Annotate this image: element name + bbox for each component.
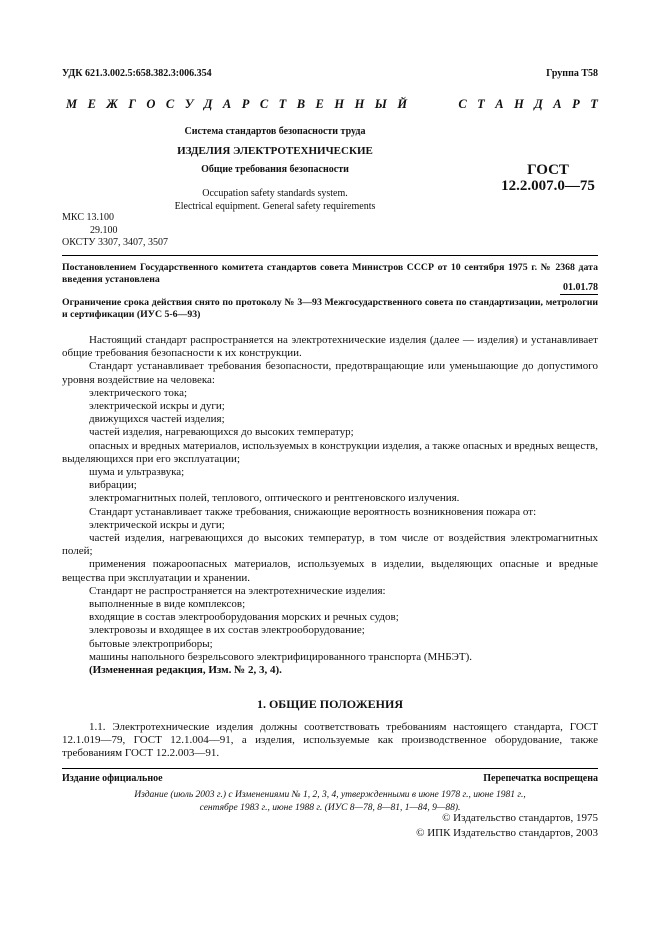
copyright-1975: © Издательство стандартов, 1975 [442,812,598,824]
limitation-text: Ограничение срока действия снято по протоколу № 3—93 Межгосударственного совета по стандартизации, метрологии и сертификации (ИУС 5-6—93) [62,297,598,320]
list-item: входящие в состав электрооборудования морских и речных судов; [89,611,399,624]
classification-codes [62,212,168,250]
list-item: машины напольного безрельсового электрифицированного транспорта (МНБЭТ). [89,650,472,663]
interstate-standard-heading [66,97,598,112]
section-title: 1. ОБЩИЕ ПОЛОЖЕНИЯ [256,697,404,711]
list-item: шума и ультразвука; [89,466,185,479]
footer-rule [62,768,598,769]
heading-letter: Д [534,97,543,111]
paragraph: 1.1. Электротехнические изделия должны соответствовать требованиям настоящего стандарта, ГОСТ 12.1.019—79, ГОСТ 12.1.004—91, а изделия, используемые как производственное оборудование, также требованиям ГОСТ 12.2.003—91. [62,721,598,760]
heading-letter [431,97,434,112]
list-item: электровозы и входящее в их состав электрооборудование; [89,624,365,637]
list-item: бытовые электроприборы; [89,637,213,650]
mks-line-1: МКС 13.100 [62,212,114,223]
list-item: частей изделия, нагревающихся до высоких температур; [89,426,354,439]
mks-line-2: 29.100 [90,224,118,236]
heading-letter: Н [334,97,345,111]
heading-letter: С [458,97,467,111]
copyright-2003: © ИПК Издательство стандартов, 2003 [416,827,598,839]
official-edition-label: Издание официальное [62,773,163,784]
edition-line-1: Издание (июль 2003 г.) с Изменениями № 1, 2, 3, 4, утвержденными в июне 1978 г., июне 1981 г., [134,790,526,800]
heading-letter: Ы [374,97,387,111]
list-item: электрической искры и дуги; [89,518,225,531]
list-item: электрической искры и дуги; [89,400,225,413]
list-item: электромагнитных полей, теплового, оптического и рентгеновского излучения. [89,492,460,505]
heading-letter: Т [590,97,598,111]
gost-label: ГОСТ [527,162,569,178]
edition-line-2: сентябре 1983 г., июне 1988 г. (ИУС 8—78, 8—81, 1—84, 9—88). [199,803,461,813]
heading-letter: А [495,97,504,111]
heading-letter: Т [278,97,287,111]
heading-letter: С [165,97,175,111]
heading-letter: О [146,97,156,111]
body-text [62,334,598,677]
paragraph: Стандарт устанавливает также требования, снижающие вероятность возникновения пожара от: [89,505,537,518]
paragraph: Стандарт устанавливает требования безопасности, предотвращающие или уменьшающие до допустимого уровня воздействие на человека: [62,360,598,386]
english-title-line-1: Occupation safety standards system. [202,188,348,199]
heading-letter [445,97,448,112]
list-item: вибрации; [89,479,137,492]
main-title: ИЗДЕЛИЯ ЭЛЕКТРОТЕХНИЧЕСКИЕ [177,145,373,157]
list-item: электрического тока; [89,386,188,399]
heading-letter: С [259,97,269,111]
amendment-note: (Измененная редакция, Изм. № 2, 3, 4). [89,664,282,677]
heading-letter [418,97,421,112]
system-title: Система стандартов безопасности труда [184,126,366,137]
paragraph: Настоящий стандарт распространяется на электротехнические изделия (далее — изделия) и устанавливает общие требования безопасности к их конструкции. [62,334,598,360]
heading-letter: Н [354,97,365,111]
heading-letter: Г [128,97,136,111]
header-rule [62,255,598,256]
date-underline [560,294,598,295]
heading-letter: Ж [106,97,118,111]
heading-letter: М [66,97,78,111]
heading-letter: В [296,97,306,111]
heading-letter: Н [514,97,524,111]
footer-row [62,773,598,784]
group-code: Группа Т58 [546,68,598,79]
decree-text: Постановлением Государственного комитета стандартов совета Министров СССР от 10 сентября 1975 г. № 2368 дата введения установлена [62,262,598,285]
list-item: применения пожароопасных материалов, используемых в изделии, выделяющих опасные и вредные вещества при эксплуатации и хранении. [62,558,598,584]
heading-letter: Д [203,97,213,111]
heading-letter: Е [315,97,324,111]
paragraph: Стандарт не распространяется на электротехнические изделия: [89,584,386,597]
heading-letter: А [553,97,562,111]
list-item: выполненные в виде комплексов; [89,598,246,611]
heading-letter: У [184,97,194,111]
heading-letter: А [222,97,232,111]
list-item: движущихся частей изделия; [89,413,225,426]
heading-letter: Й [397,97,408,111]
okstu-line: ОКСТУ 3307, 3407, 3507 [62,237,169,248]
gost-number: 12.2.007.0—75 [501,178,595,194]
list-item: частей изделия, нагревающихся до высоких температур, в том числе от воздействия электромагнитных полей; [62,532,598,558]
udk-code: УДК 621.3.002.5:658.382.3:006.354 [62,68,212,79]
reprint-prohibited-label: Перепечатка воспрещена [483,773,598,784]
heading-letter: Р [241,97,250,111]
introduction-date: 01.01.78 [563,282,598,293]
heading-letter: Р [572,97,580,111]
sub-title: Общие требования безопасности [201,164,349,175]
list-item: опасных и вредных материалов, используемых в конструкции изделия, а также опасных и вредных веществ, выделяющихся при его эксплуатации; [62,439,598,465]
english-title-line-2: Electrical equipment. General safety requirements [174,201,376,212]
heading-letter: Е [87,97,96,111]
section-1-text [62,721,598,761]
heading-letter: Т [477,97,485,111]
